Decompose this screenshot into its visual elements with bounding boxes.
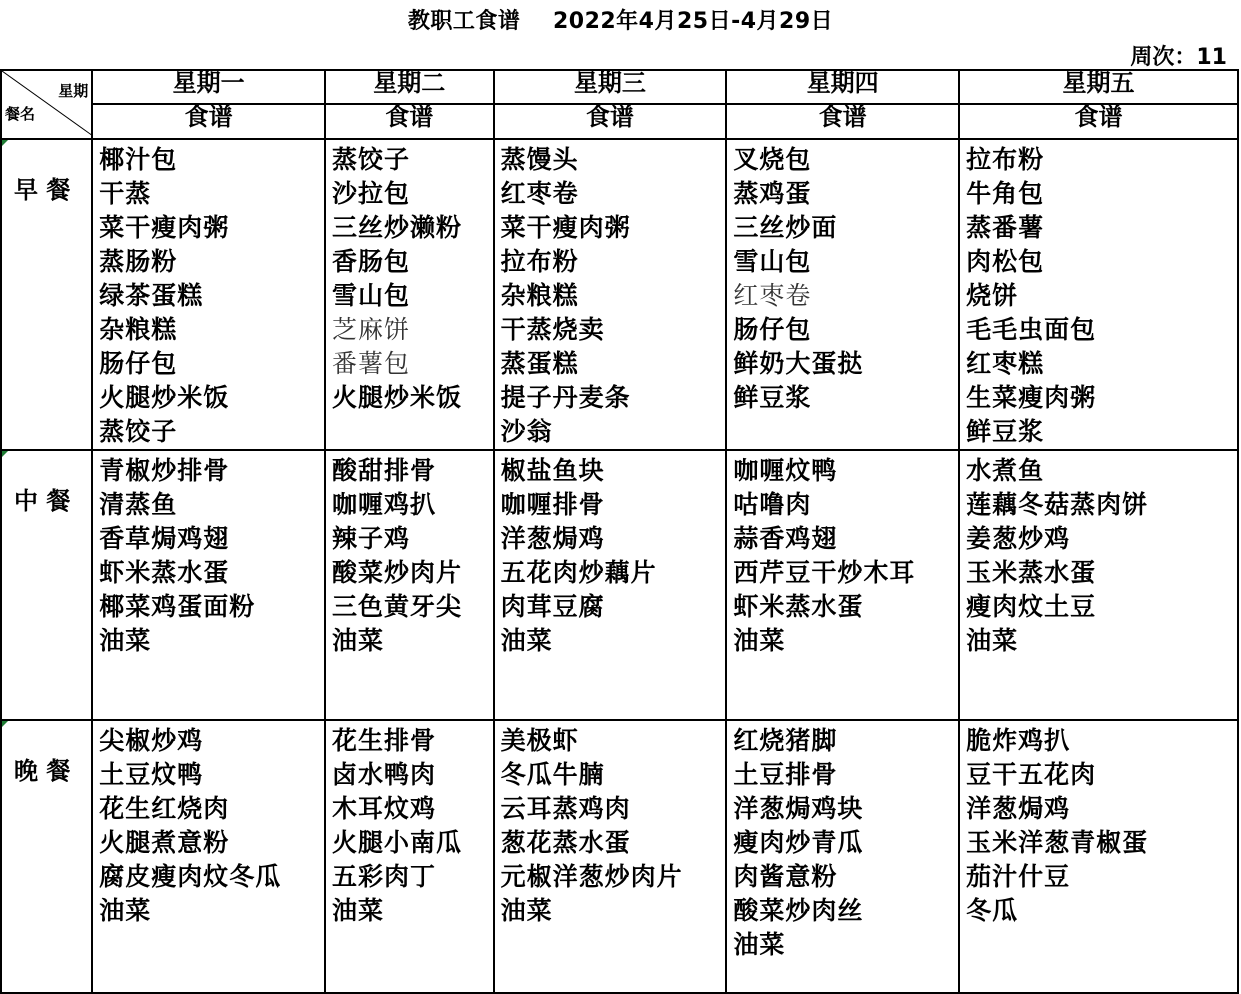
dish-item: 三丝炒濑粉 (332, 213, 463, 242)
dish-item: 杂粮糕 (99, 315, 178, 344)
day-header-mon: 星期一 (92, 70, 325, 104)
dish-item: 火腿炒米饭 (332, 383, 463, 412)
dish-item: 油菜 (332, 626, 385, 655)
dish-item: 生菜瘦肉粥 (966, 383, 1097, 412)
dish-item: 美极虾 (500, 726, 579, 755)
dish-item: 酸菜炒肉丝 (733, 896, 864, 925)
dish-item: 冬瓜牛腩 (500, 760, 605, 789)
corner-marker-icon (2, 451, 8, 457)
dish-item: 菜干瘦肉粥 (500, 213, 631, 242)
dish-item: 三色黄牙尖 (332, 592, 463, 621)
dish-item: 五彩肉丁 (332, 862, 437, 891)
dish-item: 蒸饺子 (332, 145, 411, 174)
dish-item: 瘦肉炒青瓜 (733, 828, 864, 857)
dish-list (727, 451, 958, 658)
dish-item: 红枣卷 (733, 281, 812, 310)
dish-item: 沙翁 (500, 417, 553, 446)
dish-item: 洋葱焗鸡 (500, 524, 605, 553)
dish-item: 云耳蒸鸡肉 (500, 794, 631, 823)
dish-item: 肠仔包 (733, 315, 812, 344)
dish-item: 红枣糕 (966, 349, 1045, 378)
dish-item: 咖喱排骨 (500, 490, 605, 519)
dish-list (960, 721, 1237, 928)
day-header-tue: 星期二 (325, 70, 494, 104)
sub-header-row (1, 104, 1238, 139)
dish-item: 虾米蒸水蛋 (733, 592, 864, 621)
meal-label-dinner: 晚 餐 (14, 757, 71, 785)
dish-item: 芝麻饼 (332, 315, 411, 344)
dish-item: 酸甜排骨 (332, 456, 437, 485)
dish-item: 辣子鸡 (332, 524, 411, 553)
dish-item: 干蒸烧卖 (500, 315, 605, 344)
page-title: 教职工食谱 2022年4月25日-4月29日 (407, 9, 834, 34)
dish-item: 卤水鸭肉 (332, 760, 437, 789)
dish-item: 五花肉炒藕片 (500, 558, 657, 587)
dish-item: 咕噜肉 (733, 490, 812, 519)
dish-list (326, 451, 493, 658)
dish-item: 蒸鸡蛋 (733, 179, 812, 208)
diagonal-line (2, 71, 92, 136)
dish-item: 番薯包 (332, 349, 411, 378)
breakfast-row (1, 139, 1238, 450)
dish-item: 豆干五花肉 (966, 760, 1097, 789)
dish-item: 洋葱焗鸡块 (733, 794, 864, 823)
dish-item: 烧饼 (966, 281, 1019, 310)
dish-item: 瘦肉炆土豆 (966, 592, 1097, 621)
dish-list (495, 451, 726, 658)
dish-item: 玉米洋葱青椒蛋 (966, 828, 1149, 857)
dish-item: 香草焗鸡翅 (99, 524, 230, 553)
dish-item: 酸菜炒肉片 (332, 558, 463, 587)
dish-item: 尖椒炒鸡 (99, 726, 204, 755)
dish-item: 杂粮糕 (500, 281, 579, 310)
dish-item: 西芹豆干炒木耳 (733, 558, 916, 587)
sub-header-mon: 食谱 (92, 104, 325, 139)
dish-item: 雪山包 (733, 247, 812, 276)
dish-item: 香肠包 (332, 247, 411, 276)
corner-marker-icon (2, 140, 8, 146)
dish-item: 拉布粉 (500, 247, 579, 276)
dish-item: 火腿炒米饭 (99, 383, 230, 412)
dish-item: 油菜 (733, 626, 786, 655)
dish-item: 鲜豆浆 (733, 383, 812, 412)
dish-item: 鲜豆浆 (966, 417, 1045, 446)
dish-item: 葱花蒸水蛋 (500, 828, 631, 857)
dish-item: 土豆排骨 (733, 760, 838, 789)
dish-item: 椰汁包 (99, 145, 178, 174)
dish-item: 蒸饺子 (99, 417, 178, 446)
dish-item: 青椒炒排骨 (99, 456, 230, 485)
dish-item: 红枣卷 (500, 179, 579, 208)
dish-item: 姜葱炒鸡 (966, 524, 1071, 553)
dish-item: 花生红烧肉 (99, 794, 230, 823)
dish-item: 油菜 (500, 626, 553, 655)
meal-label-breakfast: 早 餐 (14, 176, 71, 204)
dish-item: 毛毛虫面包 (966, 315, 1097, 344)
day-header-thu: 星期四 (726, 70, 959, 104)
dish-item: 花生排骨 (332, 726, 437, 755)
dish-item: 咖喱鸡扒 (332, 490, 437, 519)
corner-meal-label: 餐名 (5, 105, 36, 123)
dish-item: 干蒸 (99, 179, 152, 208)
dish-item: 水煮鱼 (966, 456, 1045, 485)
dish-item: 拉布粉 (966, 145, 1045, 174)
day-header-wed: 星期三 (494, 70, 727, 104)
sub-header-wed: 食谱 (494, 104, 727, 139)
lunch-row (1, 450, 1238, 720)
dish-item: 咖喱炆鸭 (733, 456, 838, 485)
dinner-label-cell (1, 720, 92, 993)
menu-table (0, 69, 1239, 994)
dish-item: 莲藕冬菇蒸肉饼 (966, 490, 1149, 519)
dish-list (960, 140, 1237, 449)
day-header-row (1, 70, 1238, 104)
meal-label-lunch: 中 餐 (14, 487, 71, 515)
dish-list (93, 140, 324, 449)
dish-item: 椰菜鸡蛋面粉 (99, 592, 256, 621)
dish-item: 洋葱焗鸡 (966, 794, 1071, 823)
dish-item: 雪山包 (332, 281, 411, 310)
dish-list (495, 721, 726, 928)
dish-item: 清蒸鱼 (99, 490, 178, 519)
dish-item: 油菜 (966, 626, 1019, 655)
dish-item: 肉松包 (966, 247, 1045, 276)
dish-item: 鲜奶大蛋挞 (733, 349, 864, 378)
dish-item: 火腿小南瓜 (332, 828, 463, 857)
dish-item: 叉烧包 (733, 145, 812, 174)
dish-item: 蒸肠粉 (99, 247, 178, 276)
dish-item: 虾米蒸水蛋 (99, 558, 230, 587)
dish-item: 蒸蛋糕 (500, 349, 579, 378)
dish-list (495, 140, 726, 449)
dish-item: 脆炸鸡扒 (966, 726, 1071, 755)
dish-list (727, 721, 958, 962)
sub-header-thu: 食谱 (726, 104, 959, 139)
lunch-label-cell (1, 450, 92, 720)
dish-item: 菜干瘦肉粥 (99, 213, 230, 242)
dish-item: 腐皮瘦肉炆冬瓜 (99, 862, 282, 891)
dish-item: 元椒洋葱炒肉片 (500, 862, 683, 891)
dish-list (727, 140, 958, 415)
dish-item: 玉米蒸水蛋 (966, 558, 1097, 587)
dinner-row (1, 720, 1238, 993)
dish-list (326, 140, 493, 415)
dish-list (960, 451, 1237, 658)
breakfast-label-cell (1, 139, 92, 450)
dish-item: 提子丹麦条 (500, 383, 631, 412)
corner-marker-icon (2, 721, 8, 727)
day-header-fri: 星期五 (959, 70, 1238, 104)
dish-item: 土豆炆鸭 (99, 760, 204, 789)
dish-item: 绿茶蛋糕 (99, 281, 204, 310)
dish-list (93, 721, 324, 928)
week-number: 周次：11 (1130, 45, 1227, 70)
dish-item: 牛角包 (966, 179, 1045, 208)
corner-cell (1, 70, 92, 139)
corner-day-label: 星期 (58, 82, 89, 100)
dish-item: 油菜 (99, 896, 152, 925)
dish-item: 油菜 (99, 626, 152, 655)
dish-item: 椒盐鱼块 (500, 456, 605, 485)
dish-item: 蒸馒头 (500, 145, 579, 174)
dish-item: 蒸番薯 (966, 213, 1045, 242)
dish-item: 肉茸豆腐 (500, 592, 605, 621)
dish-item: 红烧猪脚 (733, 726, 838, 755)
dish-item: 油菜 (500, 896, 553, 925)
dish-list (326, 721, 493, 928)
dish-item: 火腿煮意粉 (99, 828, 230, 857)
sub-header-tue: 食谱 (325, 104, 494, 139)
dish-item: 肉酱意粉 (733, 862, 838, 891)
dish-item: 沙拉包 (332, 179, 411, 208)
dish-item: 茄汁什豆 (966, 862, 1071, 891)
dish-item: 蒜香鸡翅 (733, 524, 838, 553)
dish-item: 木耳炆鸡 (332, 794, 437, 823)
dish-item: 三丝炒面 (733, 213, 838, 242)
dish-list (93, 451, 324, 658)
dish-item: 肠仔包 (99, 349, 178, 378)
sub-header-fri: 食谱 (959, 104, 1238, 139)
dish-item: 冬瓜 (966, 896, 1019, 925)
dish-item: 油菜 (733, 930, 786, 959)
dish-item: 油菜 (332, 896, 385, 925)
